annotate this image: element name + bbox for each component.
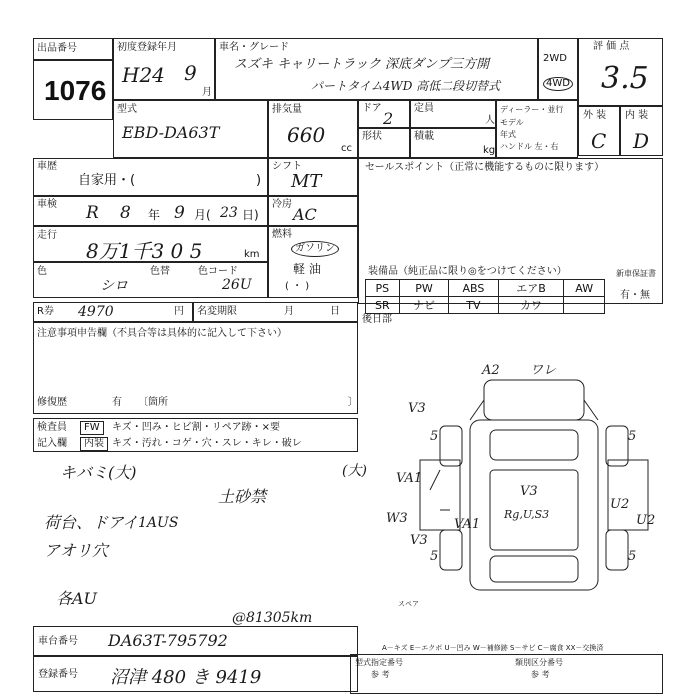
equip-abs: ABS [449,280,498,297]
load-box [410,128,496,158]
lot-label: 出品番号 [37,43,77,54]
drive-2wd: 2WD [543,53,567,64]
equip-tv: TV [449,297,498,314]
inspector-label: 検査員 [37,422,67,433]
inspection-day-unit: 日) [242,208,259,222]
door-value: 2 [383,109,394,128]
shift-label: シフト [272,161,302,172]
grade-text: パートタイム4WD 高低二段切替式 [311,79,501,93]
load-unit: kg [483,145,496,156]
mileage-unit: km [244,249,260,260]
mark-w3: W3 [386,511,408,526]
reg-box [113,38,215,100]
remark-2: 土砂禁 [218,487,267,506]
mark-a2: A2 [482,363,500,378]
interior-label: 内 装 [625,110,649,121]
color-value: シロ [100,278,128,294]
mark-u2: U2 [610,497,630,512]
drive-4wd: 4WD [543,77,573,91]
title-change-month: 月 [284,306,294,317]
disp-value: 660 [287,123,326,147]
remark-3b: 1AUS [138,515,179,531]
mark-spare: スペア [398,600,419,608]
ac-label: 冷房 [272,199,292,210]
mark-5-fl: 5 [430,429,439,444]
class-ref: 参 考 [531,670,550,679]
disp-label: 排気量 [272,104,302,115]
type-cert-label: 型式指定番号 [355,658,403,667]
recycle-box [33,302,193,322]
equip-leather: カワ [498,297,564,314]
chassis-box [33,626,358,656]
chassis-value: DA63T-795792 [108,631,228,650]
reg-era: H24 [122,63,165,87]
lot-label-box [33,38,113,60]
color-code-label: 色コード [198,266,238,277]
exterior-label: 外 装 [583,110,607,121]
reg-month: 9 [184,61,197,85]
shape-label: 形状 [362,131,382,142]
recycle-unit: 円 [174,306,184,317]
score-value: 3.5 [601,61,649,96]
mark-v3-rear: V3 [410,533,428,548]
mark-5-rr: 5 [628,549,637,564]
score-label: 評 価 点 [593,41,630,52]
damage-legend: A－キズ E－エクボ U－凹み W－補修跡 S－サビ C－腐食 XX－交換済 [382,644,604,652]
name-text: スズキ キャリートラック 深底ダンプ三方開 [234,57,490,72]
model-label: モデル [500,118,524,127]
equipment-grid [365,279,605,314]
entry-interior: 内装 [80,437,108,451]
color-code-value: 26U [222,277,252,293]
equip-blank [564,297,605,314]
drive-box [538,38,578,100]
color-label: 色 [37,266,47,277]
remark-1: キバミ(大) [60,463,137,482]
inspection-year-unit: 年 [148,208,161,222]
score-box [578,38,663,106]
mark-5-fr: 5 [628,429,637,444]
capacity-box [410,100,496,128]
inspector-box [33,418,358,452]
interior-grade: D [633,129,650,153]
type-box [113,100,268,158]
plate-value: 沼津 480 き 9419 [110,667,262,688]
equip-airbag: エアB [498,280,564,297]
history-value: 自家用・( [78,173,136,188]
inspection-month: 9 [174,203,185,223]
fuel-gasoline: ガソリン [291,241,339,257]
mark-rg: Rg,U,S3 [504,508,550,521]
lot-number-box [33,60,113,120]
shape-box [358,128,410,158]
plate-label: 登録番号 [38,669,78,680]
type-value: EBD-DA63T [122,123,220,142]
fuel-box [268,226,358,298]
damage-marks [386,363,655,608]
reg-label: 初度登録年月 [117,42,177,53]
repair-value: 有 [112,397,122,408]
interior-box [620,106,663,156]
disp-unit: cc [341,143,352,154]
remark-5: 各AU [56,589,98,608]
plate-box [33,656,358,692]
mileage-label: 走行 [37,230,57,241]
inspection-day: 23 [220,205,238,221]
mileage-value: 8万1千3 0 5 [86,239,203,263]
equipment-label: 装備品（純正品に限り◎をつけてください） [368,266,567,277]
door-box [358,100,410,128]
remark-3: 荷台、ドアイ [44,513,139,532]
disp-box [268,100,358,158]
recycle-label: R券 [37,306,54,317]
history-box [33,158,268,196]
notes-label: 注意事項申告欄（不具合等は具体的に記入して下さい） [37,328,287,339]
car-diagram [386,360,660,610]
equip-sr: SR [366,297,400,314]
mark-crack: ワレ [530,363,557,378]
load-label: 積載 [414,131,434,142]
color-change-label: 色替 [150,266,170,277]
equip-aw: AW [564,280,605,297]
repair-bracket: 〔箇所 [138,397,168,408]
mark-5-rl: 5 [430,549,439,564]
color-box [33,262,268,298]
title-change-box [193,302,358,322]
exterior-box [578,106,620,156]
warranty-label: 新車保証書 [616,269,656,278]
history-close: ) [256,173,262,188]
year-label: 年式 [500,130,516,139]
shift-box [268,158,358,196]
dealer-label: ディーラー・並行 [500,105,564,114]
inspection-month-unit: 月( [194,208,211,222]
fuel-diesel: 軽 油 [293,262,321,276]
shift-value: MT [291,171,322,192]
type-label: 型式 [117,104,137,115]
notes-box [33,322,358,414]
door-label: ドア [362,103,382,114]
dealer-box [496,100,578,158]
sales-label: セールスポイント（正常に機能するものに限ります） [365,162,605,173]
equip-ps: PS [366,280,400,297]
title-change-day: 日 [330,306,340,317]
ac-value: AC [293,205,317,224]
name-label: 車名・グレード [219,42,289,53]
equip-navi: ナビ [399,297,449,314]
fuel-label: 燃料 [272,229,292,240]
mark-u2-right: U2 [636,513,656,528]
repair-close: 〕 [348,397,358,408]
handle-label: ハンドル 左・右 [500,142,559,151]
fuel-paren: ( ・ ) [285,281,310,292]
inspection-box [33,196,268,226]
rear-seat-label: 後日部 [362,314,392,325]
repair-label: 修復歴 [37,397,67,408]
bottom-ref-box [350,654,663,694]
inspector-fw: FW [80,421,104,435]
inspector-fw-items: キズ・凹み・ヒビ割・リペア跡・×要 [112,422,280,433]
inspection-era: R [86,203,99,223]
entry-interior-items: キズ・汚れ・コゲ・穴・スレ・キレ・破レ [112,438,302,449]
title-change-label: 名変期限 [197,306,237,317]
inspection-label: 車検 [37,199,57,210]
remark-1b: (大) [342,463,367,479]
mileage-box [33,226,268,262]
mark-v3-center: V3 [520,484,538,499]
equip-pw: PW [399,280,449,297]
inspection-year: 8 [120,203,131,223]
mark-va1-left: VA1 [396,471,423,486]
entry-label: 記入欄 [37,438,67,449]
exterior-grade: C [591,129,607,153]
capacity-unit: 人 [485,115,495,126]
remark-4: アオリ穴 [44,541,108,560]
capacity-label: 定員 [414,103,434,114]
reg-month-unit: 月 [202,87,212,98]
class-label: 類別区分番号 [515,658,563,667]
warranty-value: 有・無 [620,290,650,301]
mark-v3: V3 [408,401,426,416]
name-box [215,38,538,100]
remark-6: @81305km [232,610,313,626]
ac-box [268,196,358,226]
recycle-value: 4970 [78,304,114,320]
mark-va1: VA1 [454,517,481,532]
history-label: 車歴 [37,161,57,172]
chassis-label: 車台番号 [38,636,78,647]
lot-number: 1076 [44,75,107,106]
type-cert-ref: 参 考 [371,670,390,679]
